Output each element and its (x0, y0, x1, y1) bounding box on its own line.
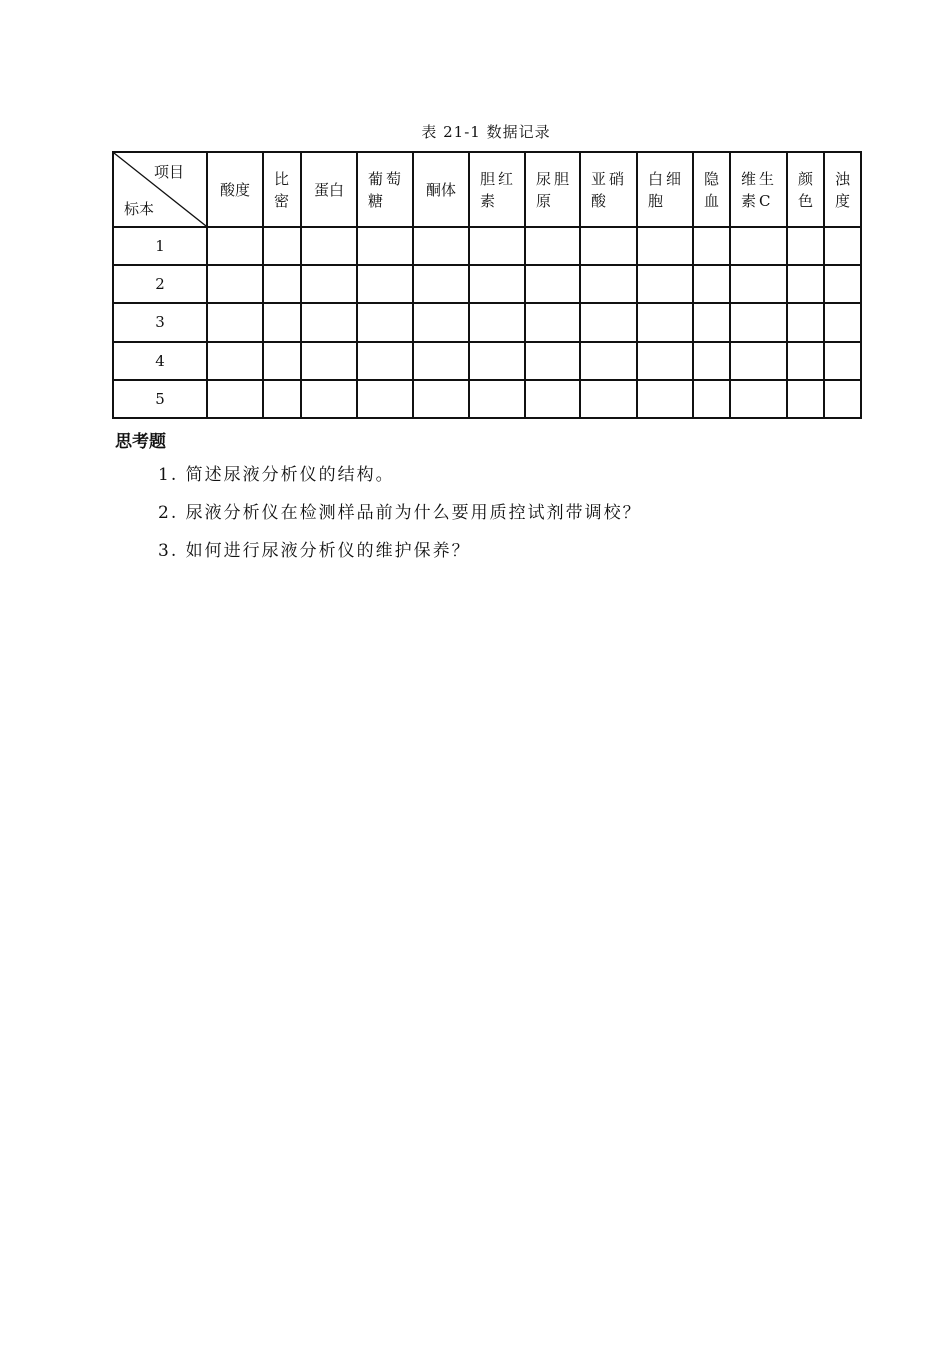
empty-data-cell[interactable] (207, 380, 263, 418)
column-header (693, 152, 730, 227)
specimen-number-cell: 3 (113, 303, 207, 341)
empty-data-cell[interactable] (263, 227, 301, 265)
column-header (263, 152, 301, 227)
empty-data-cell[interactable] (469, 380, 525, 418)
empty-data-cell[interactable] (824, 265, 861, 303)
table-body (113, 227, 861, 418)
empty-data-cell[interactable] (413, 342, 469, 380)
empty-data-cell[interactable] (263, 342, 301, 380)
question-item: 2. 尿液分析仪在检测样品前为什么要用质控试剂带调校？ (158, 503, 642, 523)
empty-data-cell[interactable] (357, 303, 413, 341)
column-header (469, 152, 525, 227)
empty-data-cell[interactable] (787, 380, 824, 418)
empty-data-cell[interactable] (301, 380, 357, 418)
table-row (113, 380, 861, 418)
empty-data-cell[interactable] (301, 303, 357, 341)
question-item: 1. 简述尿液分析仪的结构。 (158, 465, 395, 485)
data-record-table (112, 151, 862, 419)
column-header (207, 152, 263, 227)
empty-data-cell[interactable] (580, 303, 637, 341)
empty-data-cell[interactable] (357, 380, 413, 418)
column-header-line2: 酸 (591, 191, 610, 210)
empty-data-cell[interactable] (525, 227, 580, 265)
column-header-line2: 糖 (368, 191, 387, 210)
empty-data-cell[interactable] (207, 227, 263, 265)
empty-data-cell[interactable] (824, 303, 861, 341)
empty-data-cell[interactable] (469, 265, 525, 303)
table-row (113, 342, 861, 380)
table-row (113, 265, 861, 303)
column-header-line2: 原 (536, 191, 555, 210)
column-header-line1: 浊 (835, 169, 854, 188)
column-header-line1: 比 (274, 169, 293, 188)
column-header-line2: 胞 (648, 191, 667, 210)
table-header-row (113, 152, 861, 227)
column-header (824, 152, 861, 227)
empty-data-cell[interactable] (207, 303, 263, 341)
empty-data-cell[interactable] (301, 342, 357, 380)
empty-data-cell[interactable] (730, 227, 787, 265)
empty-data-cell[interactable] (263, 303, 301, 341)
column-header (301, 152, 357, 227)
empty-data-cell[interactable] (637, 380, 693, 418)
empty-data-cell[interactable] (637, 265, 693, 303)
empty-data-cell[interactable] (263, 265, 301, 303)
empty-data-cell[interactable] (357, 227, 413, 265)
empty-data-cell[interactable] (580, 227, 637, 265)
column-header (637, 152, 693, 227)
empty-data-cell[interactable] (787, 303, 824, 341)
empty-data-cell[interactable] (469, 342, 525, 380)
column-header-line1: 胆红 (480, 169, 517, 188)
column-header-line2: 色 (798, 191, 817, 210)
empty-data-cell[interactable] (413, 380, 469, 418)
column-header (413, 152, 469, 227)
empty-data-cell[interactable] (301, 227, 357, 265)
empty-data-cell[interactable] (693, 227, 730, 265)
empty-data-cell[interactable] (525, 265, 580, 303)
empty-data-cell[interactable] (207, 265, 263, 303)
column-header-line2: 素C (741, 191, 774, 210)
empty-data-cell[interactable] (824, 380, 861, 418)
empty-data-cell[interactable] (525, 380, 580, 418)
specimen-number-cell: 4 (113, 342, 207, 380)
empty-data-cell[interactable] (637, 342, 693, 380)
column-header-line1: 隐 (704, 169, 723, 188)
column-header (525, 152, 580, 227)
specimen-number-cell: 5 (113, 380, 207, 418)
empty-data-cell[interactable] (637, 303, 693, 341)
empty-data-cell[interactable] (357, 265, 413, 303)
column-header-line1: 酮体 (425, 180, 456, 199)
empty-data-cell[interactable] (413, 303, 469, 341)
column-header (580, 152, 637, 227)
column-header-line1: 颜 (798, 169, 817, 188)
empty-data-cell[interactable] (580, 265, 637, 303)
question-item: 3. 如何进行尿液分析仪的维护保养？ (158, 541, 471, 561)
empty-data-cell[interactable] (469, 303, 525, 341)
question-list (158, 462, 642, 576)
empty-data-cell[interactable] (730, 265, 787, 303)
empty-data-cell[interactable] (693, 342, 730, 380)
table-row (113, 227, 861, 265)
column-header-line1: 亚硝 (591, 169, 628, 188)
empty-data-cell[interactable] (413, 265, 469, 303)
empty-data-cell[interactable] (787, 342, 824, 380)
empty-data-cell[interactable] (693, 265, 730, 303)
empty-data-cell[interactable] (207, 342, 263, 380)
empty-data-cell[interactable] (525, 303, 580, 341)
column-header-line1: 酸度 (219, 180, 250, 199)
column-header-line2: 血 (704, 191, 723, 210)
table-caption: 表 21-1 数据记录 (421, 123, 551, 141)
empty-data-cell[interactable] (637, 227, 693, 265)
empty-data-cell[interactable] (693, 380, 730, 418)
empty-data-cell[interactable] (469, 227, 525, 265)
table-row (113, 303, 861, 341)
empty-data-cell[interactable] (413, 227, 469, 265)
empty-data-cell[interactable] (787, 265, 824, 303)
column-header-line1: 蛋白 (313, 180, 344, 199)
column-header (357, 152, 413, 227)
empty-data-cell[interactable] (730, 380, 787, 418)
empty-data-cell[interactable] (824, 342, 861, 380)
corner-header-cell (113, 152, 207, 227)
empty-data-cell[interactable] (824, 227, 861, 265)
specimen-number-cell: 2 (113, 265, 207, 303)
corner-label-specimen: 标本 (124, 200, 155, 218)
column-header (730, 152, 787, 227)
empty-data-cell[interactable] (580, 342, 637, 380)
column-header (787, 152, 824, 227)
empty-data-cell[interactable] (301, 265, 357, 303)
column-header-line2: 度 (835, 191, 854, 210)
empty-data-cell[interactable] (580, 380, 637, 418)
column-header-line1: 尿胆 (536, 169, 573, 188)
specimen-number-cell: 1 (113, 227, 207, 265)
section-title: 思考题 (115, 432, 166, 452)
column-header-line1: 维生 (741, 169, 778, 188)
empty-data-cell[interactable] (693, 303, 730, 341)
empty-data-cell[interactable] (787, 227, 824, 265)
empty-data-cell[interactable] (357, 342, 413, 380)
empty-data-cell[interactable] (730, 342, 787, 380)
column-header-line2: 密 (274, 191, 293, 210)
column-header-line1: 葡萄 (368, 169, 405, 188)
corner-label-items: 项目 (153, 163, 184, 181)
empty-data-cell[interactable] (525, 342, 580, 380)
empty-data-cell[interactable] (263, 380, 301, 418)
empty-data-cell[interactable] (730, 303, 787, 341)
column-header-line1: 白细 (648, 169, 685, 188)
column-header-line2: 素 (480, 191, 499, 210)
